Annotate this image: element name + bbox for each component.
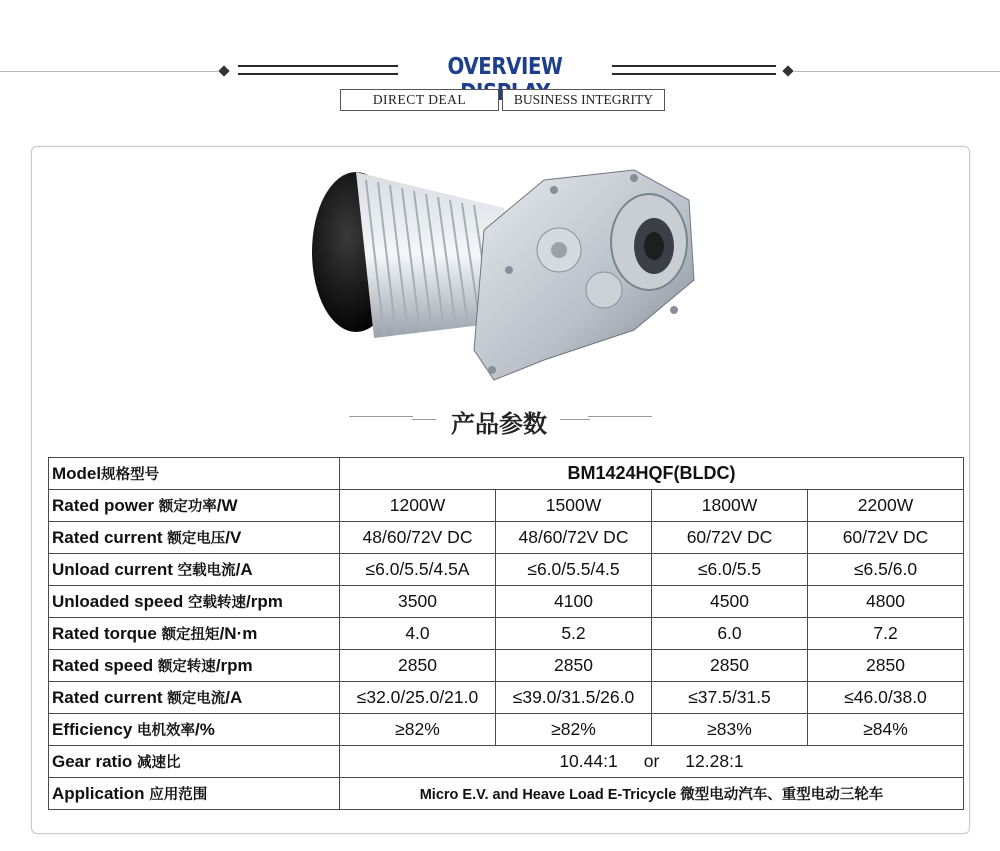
table-cell: ≤6.5/6.0 — [808, 554, 964, 586]
table-cell: 4800 — [808, 586, 964, 618]
diamond-icon — [782, 65, 793, 76]
spec-table — [48, 457, 964, 810]
row-label: Rated torque 额定扭矩/N·m — [49, 618, 340, 650]
section-rule — [349, 416, 413, 417]
tag-direct-deal: DIRECT DEAL — [340, 89, 499, 111]
row-label: Rated current 额定电流/A — [49, 682, 340, 714]
table-cell: 4.0 — [340, 618, 496, 650]
section-rule — [412, 419, 436, 420]
row-label: Unload current 空载电流/A — [49, 554, 340, 586]
row-label: Rated current 额定电压/V — [49, 522, 340, 554]
table-row — [49, 778, 964, 810]
table-row — [49, 586, 964, 618]
table-cell: ≤46.0/38.0 — [808, 682, 964, 714]
header-double-rule-left — [238, 65, 398, 75]
table-cell: 60/72V DC — [652, 522, 808, 554]
table-cell: 2200W — [808, 490, 964, 522]
gear-ratio-b: 12.28:1 — [685, 751, 744, 771]
motor-image — [304, 160, 700, 392]
row-label: Application 应用范围 — [49, 778, 340, 810]
table-cell: 48/60/72V DC — [496, 522, 652, 554]
table-row — [49, 490, 964, 522]
table-cell: 7.2 — [808, 618, 964, 650]
table-cell: 1500W — [496, 490, 652, 522]
table-cell: ≤6.0/5.5 — [652, 554, 808, 586]
table-cell: 3500 — [340, 586, 496, 618]
table-cell: ≥82% — [340, 714, 496, 746]
table-row — [49, 650, 964, 682]
row-label: Rated speed 额定转速/rpm — [49, 650, 340, 682]
gear-ratio-a: 10.44:1 — [559, 751, 618, 771]
table-cell: ≥83% — [652, 714, 808, 746]
header-double-rule-right — [612, 65, 776, 75]
table-cell: ≤6.0/5.5/4.5A — [340, 554, 496, 586]
row-label: Model规格型号 — [49, 458, 340, 490]
table-cell: 48/60/72V DC — [340, 522, 496, 554]
table-cell: ≥82% — [496, 714, 652, 746]
section-rule — [560, 419, 590, 420]
table-cell: ≤37.5/31.5 — [652, 682, 808, 714]
diamond-icon — [218, 65, 229, 76]
table-cell: 1200W — [340, 490, 496, 522]
tag-business-integrity: BUSINESS INTEGRITY — [502, 89, 665, 111]
table-cell: 4500 — [652, 586, 808, 618]
table-cell: ≤32.0/25.0/21.0 — [340, 682, 496, 714]
table-cell: ≤6.0/5.5/4.5 — [496, 554, 652, 586]
table-cell: 2850 — [340, 650, 496, 682]
row-label: Gear ratio 减速比 — [49, 746, 340, 778]
gear-ratio-or: or — [643, 751, 660, 771]
row-label: Rated power 额定功率/W — [49, 490, 340, 522]
header-rule-left — [0, 71, 218, 72]
header-rule-right — [794, 71, 1000, 72]
table-row — [49, 714, 964, 746]
table-cell: 2850 — [496, 650, 652, 682]
table-cell: 5.2 — [496, 618, 652, 650]
table-cell: 6.0 — [652, 618, 808, 650]
table-row — [49, 746, 964, 778]
table-cell: 2850 — [808, 650, 964, 682]
table-cell: 1800W — [652, 490, 808, 522]
table-row — [49, 618, 964, 650]
table-row — [49, 554, 964, 586]
table-row — [49, 682, 964, 714]
table-cell: 60/72V DC — [808, 522, 964, 554]
section-rule — [588, 416, 652, 417]
row-label: Unloaded speed 空载转速/rpm — [49, 586, 340, 618]
gear-ratio-value — [340, 746, 964, 778]
row-label: Efficiency 电机效率/% — [49, 714, 340, 746]
application-value: Micro E.V. and Heave Load E-Tricycle 微型电动汽车、重型电动三轮车 — [340, 778, 964, 810]
table-cell: 2850 — [652, 650, 808, 682]
table-cell: ≤39.0/31.5/26.0 — [496, 682, 652, 714]
table-cell: ≥84% — [808, 714, 964, 746]
table-row — [49, 458, 964, 490]
table-cell: 4100 — [496, 586, 652, 618]
model-value: BM1424HQF(BLDC) — [340, 458, 964, 490]
table-row — [49, 522, 964, 554]
section-title: 产品参数 — [451, 410, 547, 438]
page-title: OVERVIEW — [447, 54, 563, 80]
